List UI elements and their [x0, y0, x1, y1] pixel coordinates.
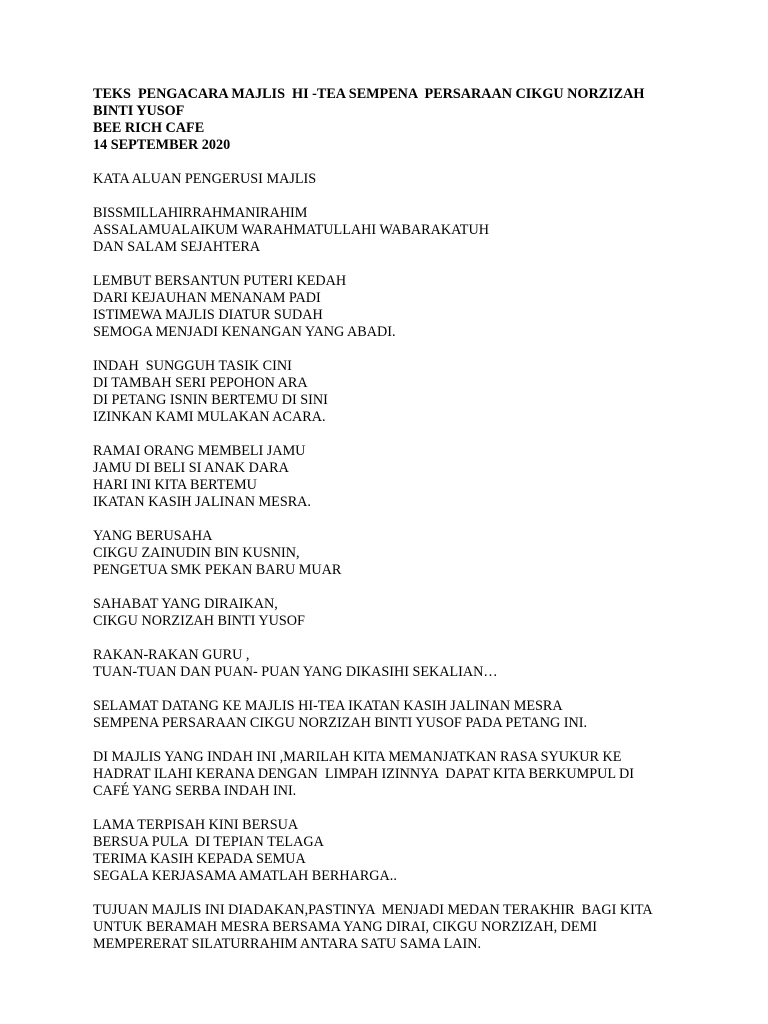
paragraph-line: DI MAJLIS YANG INDAH INI ,MARILAH KITA MEMANJATKAN RASA SYUKUR KE: [93, 749, 622, 765]
paragraph-line: TUJUAN MAJLIS INI DIADAKAN,PASTINYA MENJADI MEDAN TERAKHIR BAGI KITA: [93, 902, 653, 918]
paragraph-line: SELAMAT DATANG KE MAJLIS HI-TEA IKATAN KASIH JALINAN MESRA: [93, 698, 563, 714]
paragraph-line: HARI INI KITA BERTEMU: [93, 477, 257, 493]
paragraph: [93, 205, 693, 256]
document-page: [93, 86, 693, 953]
paragraph-line: SEGALA KERJASAMA AMATLAH BERHARGA..: [93, 868, 397, 884]
paragraph-line: ISTIMEWA MAJLIS DIATUR SUDAH: [93, 307, 323, 323]
paragraph-line: IZINKAN KAMI MULAKAN ACARA.: [93, 409, 326, 425]
paragraph-line: LEMBUT BERSANTUN PUTERI KEDAH: [93, 273, 347, 289]
title-line-2: BINTI YUSOF: [93, 103, 185, 119]
paragraph-line: SAHABAT YANG DIRAIKAN,: [93, 596, 278, 612]
paragraph-line: TERIMA KASIH KEPADA SEMUA: [93, 851, 306, 867]
paragraph-line: PENGETUA SMK PEKAN BARU MUAR: [93, 562, 342, 578]
paragraph: [93, 698, 693, 732]
paragraph-line: RAKAN-RAKAN GURU ,: [93, 647, 250, 663]
paragraph-line: DARI KEJAUHAN MENANAM PADI: [93, 290, 321, 306]
paragraph-line: BISSMILLAHIRRAHMANIRAHIM: [93, 205, 308, 221]
paragraph-spacer: [93, 341, 693, 358]
paragraph-line: MEMPERERAT SILATURRAHIM ANTARA SATU SAMA LAIN.: [93, 936, 482, 952]
paragraph-spacer: [93, 188, 693, 205]
paragraph-spacer: [93, 579, 693, 596]
paragraph-line: IKATAN KASIH JALINAN MESRA.: [93, 494, 311, 510]
paragraph-line: INDAH SUNGGUH TASIK CINI: [93, 358, 292, 374]
paragraph-line: CIKGU ZAINUDIN BIN KUSNIN,: [93, 545, 300, 561]
paragraph-line: TUAN-TUAN DAN PUAN- PUAN YANG DIKASIHI SEKALIAN…: [93, 664, 498, 680]
paragraph-line: RAMAI ORANG MEMBELI JAMU: [93, 443, 306, 459]
paragraph-line: LAMA TERPISAH KINI BERSUA: [93, 817, 299, 833]
title-line-1: TEKS PENGACARA MAJLIS HI -TEA SEMPENA PERSARAAN CIKGU NORZIZAH: [93, 86, 645, 102]
paragraph: [93, 443, 693, 511]
paragraph-line: SEMOGA MENJADI KENANGAN YANG ABADI.: [93, 324, 396, 340]
date-line: 14 SEPTEMBER 2020: [93, 137, 231, 153]
paragraph-line: JAMU DI BELI SI ANAK DARA: [93, 460, 289, 476]
paragraph-line: DAN SALAM SEJAHTERA: [93, 239, 261, 255]
paragraph-spacer: [93, 800, 693, 817]
paragraph-spacer: [93, 885, 693, 902]
paragraph: [93, 647, 693, 681]
paragraph-spacer: [93, 511, 693, 528]
spacer: [93, 154, 693, 171]
paragraphs-container: [93, 188, 693, 953]
paragraph-spacer: [93, 426, 693, 443]
paragraph-line: HADRAT ILAHI KERANA DENGAN LIMPAH IZINNYA DAPAT KITA BERKUMPUL DI: [93, 766, 635, 782]
paragraph-line: UNTUK BERAMAH MESRA BERSAMA YANG DIRAI, CIKGU NORZIZAH, DEMI: [93, 919, 597, 935]
paragraph: [93, 749, 693, 800]
paragraph-line: DI PETANG ISNIN BERTEMU DI SINI: [93, 392, 328, 408]
paragraph: [93, 596, 693, 630]
paragraph-spacer: [93, 732, 693, 749]
paragraph-line: CAFÉ YANG SERBA INDAH INI.: [93, 783, 297, 799]
paragraph: [93, 273, 693, 341]
document-heading: [93, 86, 693, 154]
paragraph-spacer: [93, 681, 693, 698]
paragraph-spacer: [93, 256, 693, 273]
paragraph: [93, 902, 693, 953]
paragraph-line: CIKGU NORZIZAH BINTI YUSOF: [93, 613, 305, 629]
paragraph-line: BERSUA PULA DI TEPIAN TELAGA: [93, 834, 324, 850]
section-title: KATA ALUAN PENGERUSI MAJLIS: [93, 171, 317, 187]
paragraph-line: YANG BERUSAHA: [93, 528, 213, 544]
venue-line: BEE RICH CAFE: [93, 120, 205, 136]
paragraph-line: ASSALAMUALAIKUM WARAHMATULLAHI WABARAKATUH: [93, 222, 489, 238]
paragraph-spacer: [93, 630, 693, 647]
paragraph: [93, 528, 693, 579]
paragraph: [93, 358, 693, 426]
paragraph: [93, 817, 693, 885]
paragraph-line: SEMPENA PERSARAAN CIKGU NORZIZAH BINTI YUSOF PADA PETANG INI.: [93, 715, 588, 731]
paragraph-line: DI TAMBAH SERI PEPOHON ARA: [93, 375, 308, 391]
